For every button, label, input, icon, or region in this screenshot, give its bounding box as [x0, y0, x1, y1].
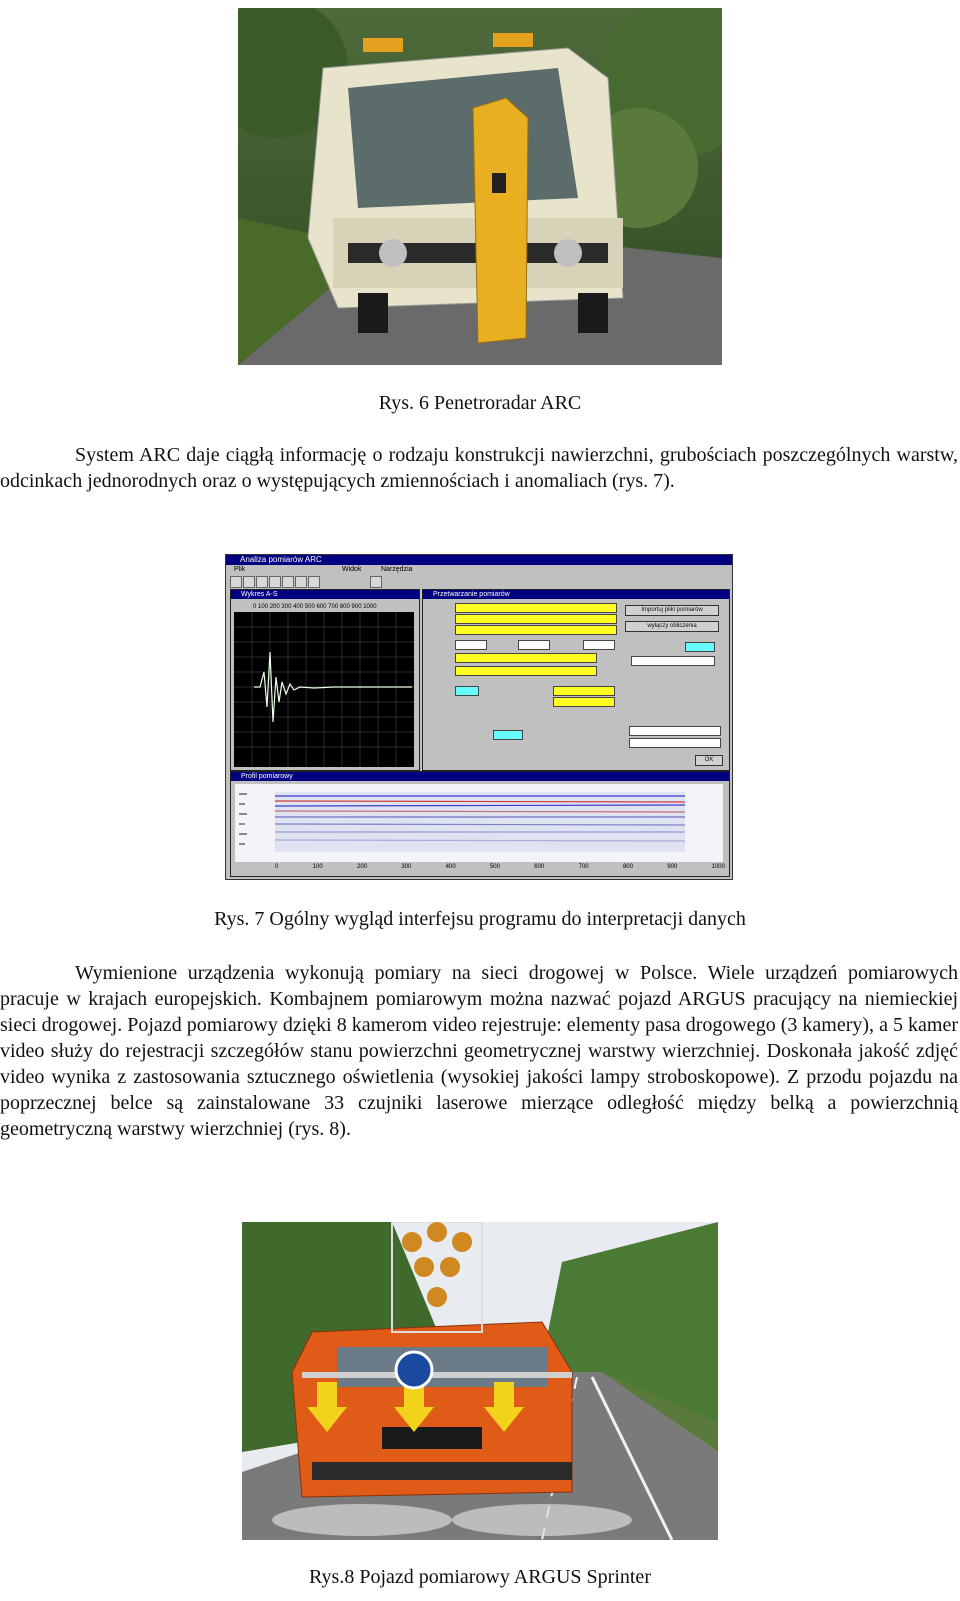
value-field-1[interactable] — [455, 640, 487, 650]
figure-8-photo — [242, 1222, 718, 1540]
ok-button[interactable]: OK — [695, 755, 723, 766]
waveform-plot — [234, 612, 414, 767]
import-measurements-button[interactable]: Importuj pliki pomiarów — [625, 605, 719, 616]
dropdown-3[interactable] — [629, 738, 721, 748]
menu-item-file[interactable]: Plik — [234, 566, 246, 573]
radargram-window-title: Profil pomiarowy — [231, 772, 729, 781]
toolbar-save-icon[interactable] — [243, 576, 255, 588]
disable-calculations-button[interactable]: wyłączy obliczenia — [625, 621, 719, 632]
radar-axis-bottom-labels: 0 100 200 300 400 500 600 700 800 900 1000 — [275, 864, 725, 870]
toolbar-grid-icon[interactable] — [295, 576, 307, 588]
file-field-6[interactable] — [553, 686, 615, 696]
toolbar-zoom-icon[interactable] — [282, 576, 294, 588]
figure-6-photo — [238, 8, 722, 365]
file-field-1[interactable] — [455, 603, 617, 613]
toolbar-print-icon[interactable] — [256, 576, 268, 588]
toolbar-open-icon[interactable] — [230, 576, 242, 588]
app-menubar — [226, 565, 732, 575]
paragraph-1-text: System ARC daje ciągłą informację o rodzaju konstrukcji nawierzchni, grubościach poszczególnych warstw, odcinkach jednorodnych oraz o występujących zmiennościach i anomaliach (rys. 7). — [0, 444, 958, 492]
paragraph-1 — [0, 442, 958, 494]
figure-7-screenshot — [225, 554, 733, 880]
dropdown-1[interactable] — [631, 656, 715, 666]
figure-6-caption: Rys. 6 Penetroradar ARC — [378, 392, 582, 414]
dropdown-2[interactable] — [629, 726, 721, 736]
file-field-4[interactable] — [455, 653, 597, 663]
file-field-3[interactable] — [455, 625, 617, 635]
parameters-window — [422, 589, 730, 771]
file-field-7[interactable] — [553, 697, 615, 707]
menu-item-tools[interactable]: Narzędzia — [381, 566, 413, 573]
menu-item-view[interactable]: Widok — [342, 566, 362, 573]
waveform-window-title: Wykres A-S — [231, 590, 419, 599]
selected-field-3[interactable] — [685, 642, 715, 652]
wave-axis-top-labels: 0 100 200 300 400 500 600 700 800 900 1000 — [253, 604, 377, 610]
selected-field[interactable] — [455, 686, 479, 696]
app-titlebar — [226, 555, 732, 565]
parameters-window-title: Przetwarzanie pomiarów — [423, 590, 729, 599]
selected-field-2[interactable] — [493, 730, 523, 740]
file-field-5[interactable] — [455, 666, 597, 676]
toolbar-info-icon[interactable] — [370, 576, 382, 588]
radargram-window — [230, 771, 730, 877]
waveform-window — [230, 589, 420, 771]
value-field-3[interactable] — [583, 640, 615, 650]
file-field-2[interactable] — [455, 614, 617, 624]
figure-8-caption: Rys.8 Pojazd pomiarowy ARGUS Sprinter — [309, 1566, 651, 1588]
app-title: Analiza pomiarów ARC — [240, 555, 322, 564]
toolbar-chart-icon[interactable] — [269, 576, 281, 588]
radargram-plot — [235, 784, 723, 862]
toolbar-export-icon[interactable] — [308, 576, 320, 588]
app-toolbar — [230, 576, 410, 588]
value-field-2[interactable] — [518, 640, 550, 650]
paragraph-2 — [0, 960, 958, 1142]
paragraph-2-text: Wymienione urządzenia wykonują pomiary na sieci drogowej w Polsce. Wiele urządzeń pomiarowych pracuje w krajach europejskich. Kombajnem pomiarowym można nazwać pojazd ARGUS pracujący na niemieckiej sieci drogowej. Pojazd pomiarowy dzięki 8 kamerom video rejestruje: elementy pasa drogowego (3 kamery), a 5 kamer video służy do rejestracji szczegółów stanu powierzchni geometrycznej warstwy wierzchniej. Doskonała jakość zdjęć video wynika z zastosowania sztucznego oświetlenia (wysokiej jakości lampy stroboskopowe). Z przodu pojazdu na poprzecznej belce są zainstalowane 33 czujniki laserowe mierzące odległość między belką a powierzchnią geometryczną warstwy wierzchniej (rys. 8). — [0, 962, 958, 1140]
figure-7-caption: Rys. 7 Ogólny wygląd interfejsu programu do interpretacji danych — [214, 908, 746, 930]
